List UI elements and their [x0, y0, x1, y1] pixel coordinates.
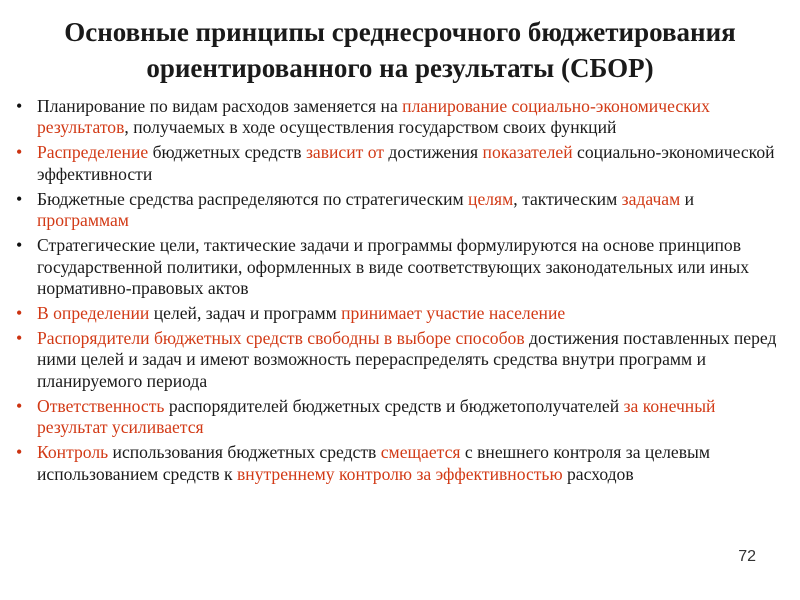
text-segment: достижения — [383, 142, 483, 163]
bullet-icon: • — [16, 235, 23, 256]
list-item — [16, 442, 788, 485]
highlighted-text: внутреннему контролю за эффективностью — [237, 463, 563, 484]
highlighted-text: Ответственность — [37, 395, 165, 416]
text-segment: бюджетных средств — [148, 142, 306, 163]
highlighted-text: принимает участие население — [341, 303, 566, 324]
list-item — [16, 235, 788, 299]
list-item — [16, 189, 788, 232]
highlighted-text: задачам — [621, 188, 681, 209]
list-item — [16, 96, 788, 139]
text-segment: расходов — [562, 463, 634, 484]
list-item — [16, 142, 788, 185]
text-segment: социально-экономической эффективности — [37, 142, 775, 184]
bullet-icon: • — [16, 395, 23, 416]
page-number: 72 — [738, 548, 756, 565]
highlighted-text: В определении — [37, 303, 150, 324]
list-item — [16, 396, 788, 439]
text-segment: и — [680, 188, 695, 209]
list-item-text — [37, 189, 694, 230]
list-item-text — [37, 303, 565, 323]
text-segment: Бюджетные средства распределяются по стратегическим — [37, 188, 469, 209]
bullet-icon: • — [16, 188, 23, 209]
bullet-icon: • — [16, 142, 23, 163]
highlighted-text: смещается — [380, 442, 461, 463]
bullet-icon: • — [16, 303, 23, 324]
highlighted-text: планирование социально-экономических результатов — [37, 96, 710, 138]
text-segment: Стратегические цели, тактические задачи и программы формулируются на основе принципов государственной политики, оформленных в виде соответствующих законодательных или иных нормативно-правовых актов — [37, 235, 749, 299]
list-item-text — [37, 96, 710, 137]
highlighted-text: программам — [37, 210, 129, 231]
text-segment: целей, задач и программ — [149, 303, 342, 324]
list-item — [16, 303, 788, 324]
slide-title-line-1: Основные принципы среднесрочного бюджетирования — [64, 17, 736, 47]
list-item-text — [37, 328, 776, 391]
text-segment: достижения поставленных перед ними целей и задач и имеют возможность перераспределять средства внутри программ и планируемого периода — [37, 328, 777, 391]
highlighted-text: показателей — [482, 142, 573, 163]
highlighted-text: Распорядители бюджетных средств свободны в выборе способов — [37, 328, 525, 349]
list-item-text — [37, 442, 710, 483]
text-segment: с внешнего контроля за целевым использованием средств к — [37, 442, 711, 484]
highlighted-text: Контроль — [37, 442, 109, 463]
text-segment: Планирование по видам расходов заменяется на — [37, 96, 403, 116]
slide-title-line-2: ориентированного на результаты (СБОР) — [146, 53, 654, 83]
highlighted-text: за конечный результат усиливается — [37, 395, 716, 438]
highlighted-text: целям — [468, 188, 514, 209]
list-item-text — [37, 396, 715, 437]
bullet-icon: • — [16, 328, 23, 349]
list-item-text — [37, 235, 749, 298]
bullet-icon: • — [16, 96, 23, 116]
text-segment: , получаемых в ходе осуществления государством своих функций — [124, 117, 617, 138]
slide-title — [20, 14, 780, 86]
list-item — [16, 328, 788, 392]
highlighted-text: Распределение — [37, 142, 149, 163]
list-item-text — [37, 142, 775, 183]
principles-list — [16, 96, 788, 489]
text-segment: , тактическим — [513, 188, 622, 209]
bullet-icon: • — [16, 442, 23, 463]
highlighted-text: зависит от — [305, 142, 384, 163]
text-segment: распорядителей бюджетных средств и бюджетополучателей — [164, 395, 624, 416]
text-segment: использования бюджетных средств — [108, 442, 381, 463]
